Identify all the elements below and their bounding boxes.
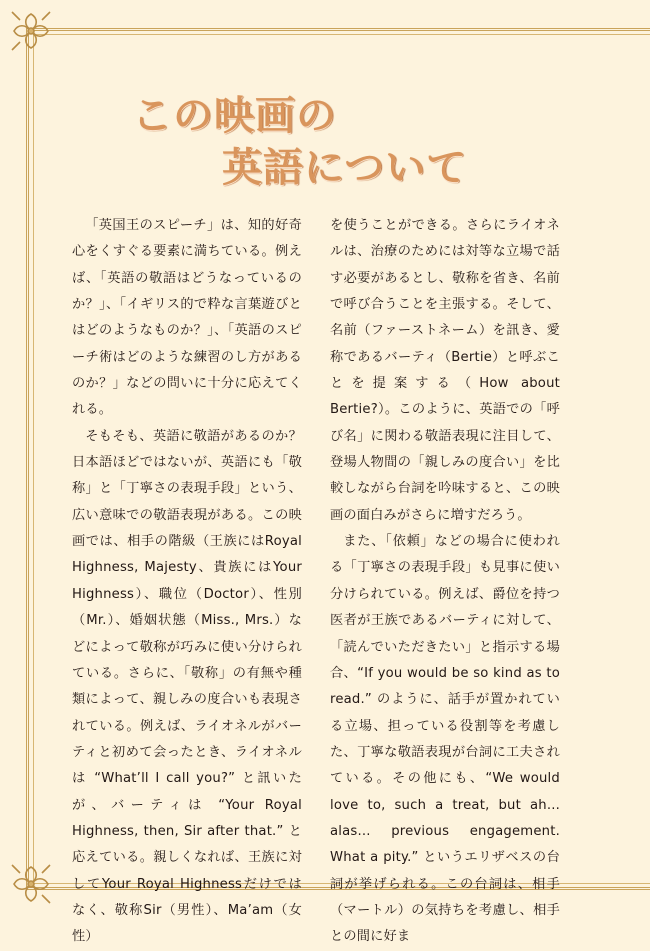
right-column: [330, 213, 560, 951]
left-column: [72, 213, 302, 951]
paragraph: を使うことができる。さらにライオネルは、治療のためには対等な立場で話す必要があるとし、敬称を省き、名前で呼び合うことを主張する。そして、名前（ファーストネーム）を訊き、愛称であるバーティ（Bertie）と呼ぶことを提案する（How about Bertie?）。このように、英語での「呼び名」に関わる敬語表現に注目して、登場人物間の「親しみの度合い」を比較しながら台詞を吟味すると、この映画の面白みがさらに増すだろう。: [330, 218, 560, 523]
paragraph: そもそも、英語に敬語があるのか？日本語ほどではないが、英語にも「敬称」と「丁寧さの表現手段」という、広い意味での敬語表現がある。この映画では、相手の階級（王族にはRoyal Highness, Majesty、貴族にはYour Highness）、職位（Doctor）、性別（Mr.）、婚姻状態（Miss., Mrs.）などによって敬称が巧みに使い分けられている。さらに、「敬称」の有無や種類によって、親しみの度合いも表現されている。例えば、ライオネルがバーティと初めて会ったとき、ライオネルは “What’ll I call you?” と訊いたが、バーティは “Your Royal Highness, then, Sir after that.” と応えている。親しくなれば、王族に対してYour Royal Highnessだけではなく、敬称Sir（男性）、Ma’am（女性）: [72, 428, 302, 945]
corner-ornament-icon: [8, 861, 54, 907]
paragraph: 「英国王のスピーチ」は、知的好奇心をくすぐる要素に満ちている。例えば、「英語の敬語はどうなっているのか？」、「イギリス的で粋な言葉遊びとはどのようなものか？」、「英語のスピーチ術はどのような練習のし方があるのか？」などの問いに十分に応えてくれる。: [72, 218, 302, 418]
paragraph: また、「依頼」などの場合に使われる「丁寧さの表現手段」も見事に使い分けられている。例えば、爵位を持つ医者が王族であるバーティに対して、「読んでいただきたい」と指示する場合、“If you would be so kind as to read.” のように、話手が置かれている立場、担っている役割等を考慮した、丁寧な敬語表現が台詞に工夫されている。その他にも、“We would love to, such a treat, but ah... alas... previous engagement. What a pity.” というエリザベスの台詞が挙げられる。この台詞は、相手（マートル）の気持ちを考慮し、相手との間に好ま: [330, 534, 560, 945]
page-title-line-2: 英語について: [222, 144, 468, 191]
corner-ornament-icon: [8, 8, 54, 54]
page-title-line-1: この映画の: [132, 92, 337, 139]
